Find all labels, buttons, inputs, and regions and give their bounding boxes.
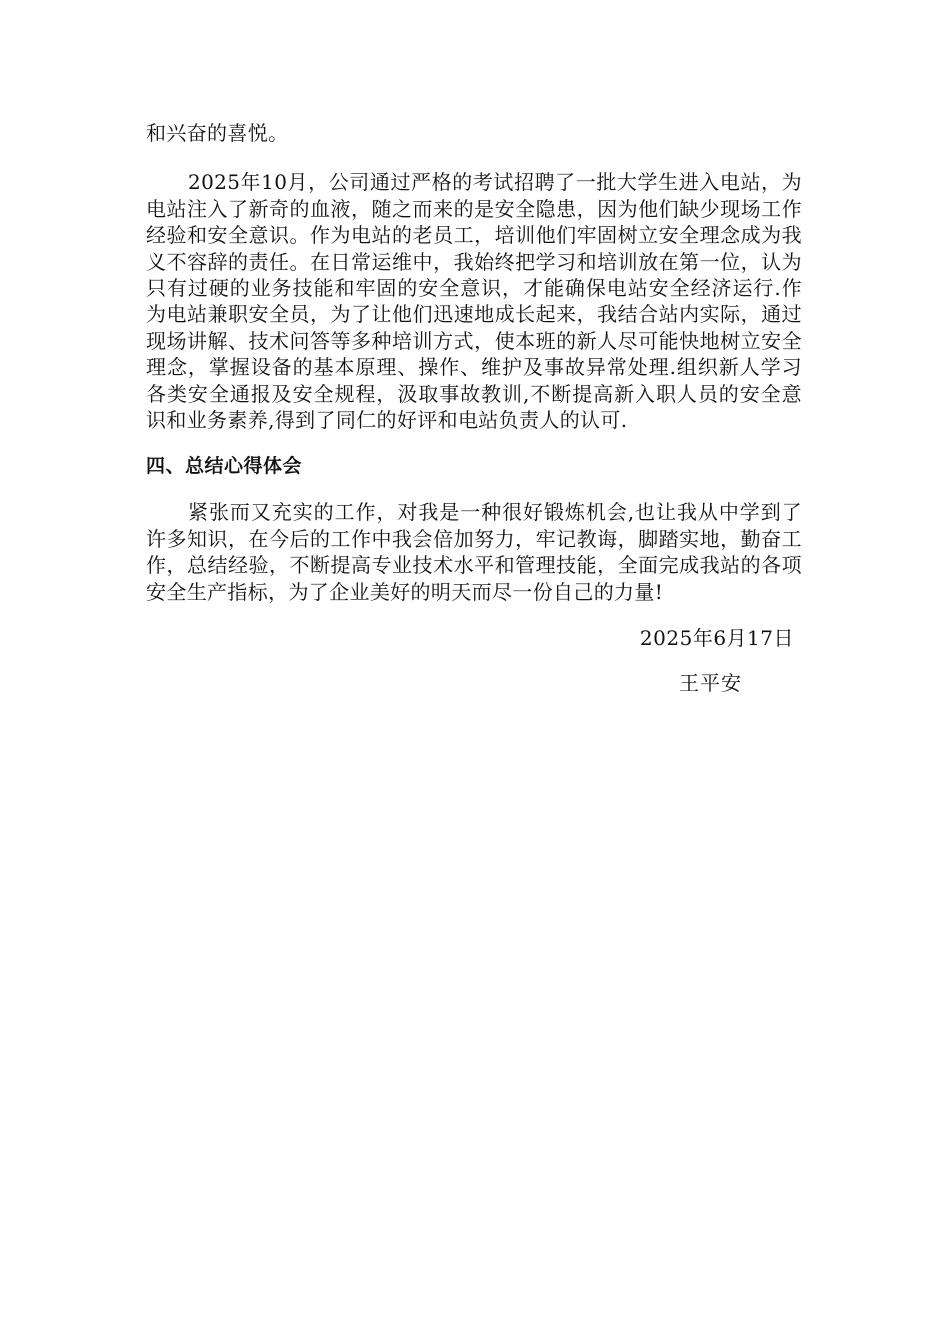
paragraph-summary: 紧张而又充实的工作，对我是一种很好锻炼机会,也让我从中学到了许多知识，在今后的工作中我会倍加努力，牢记教诲，脚踏实地，勤奋工作，总结经验，不断提高专业技术水平和管理技能，全面完成我站的各项安全生产指标，为了企业美好的明天而尽一份自己的力量! — [146, 500, 802, 604]
paragraph-continued: 和兴奋的喜悦。 — [146, 121, 289, 145]
paragraph-training: 2025年10月，公司通过严格的考试招聘了一批大学生进入电站，为电站注入了新奇的血液，随之而来的是安全隐患，因为他们缺少现场工作经验和安全意识。作为电站的老员工，培训他们牢固树立安全理念成为我义不容辞的责任。在日常运维中，我始终把学习和培训放在第一位，认为只有过硬的业务技能和牢固的安全意识，才能确保电站安全经济运行.作为电站兼职安全员，为了让他们迅速地成长起来，我结合站内实际，通过现场讲解、技术问答等多种培训方式，使本班的新人尽可能快地树立安全理念，掌握设备的基本原理、操作、维护及事故异常处理.组织新人学习各类安全通报及安全规程，汲取事故教训,不断提高新入职人员的安全意识和业务素养,得到了同仁的好评和电站负责人的认可. — [146, 170, 802, 433]
author-signature: 王平安 — [679, 671, 742, 696]
document-body — [146, 120, 802, 696]
document-date: 2025年6月17日 — [639, 626, 794, 651]
section-heading: 四、总结心得体会 — [146, 455, 303, 478]
